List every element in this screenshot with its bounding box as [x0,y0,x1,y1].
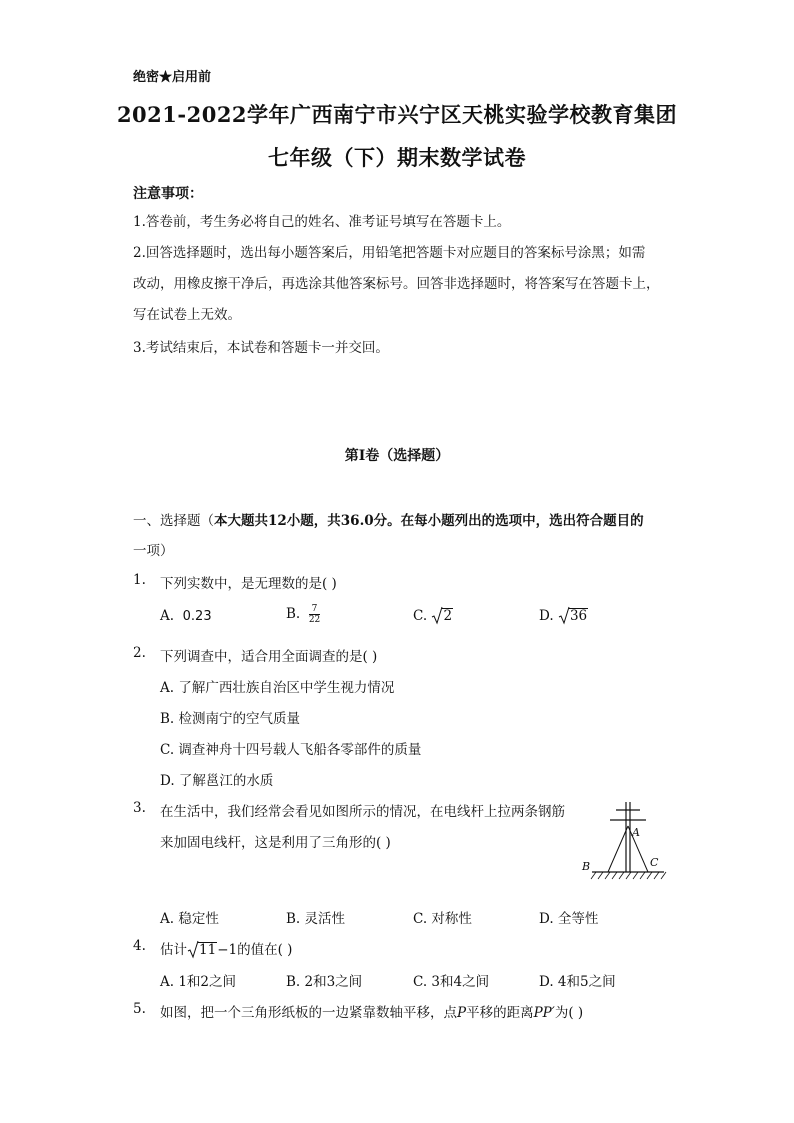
q2-option-d: D. 了解邕江的水质 [160,773,274,789]
q3-text-line1: 在生活中，我们经常会看见如图所示的情况，在电线杆上拉两条钢筋 [160,804,565,820]
q3-text-line2: 来加固电线杆，这是利用了三角形的( ) [160,835,391,851]
notice-item-2-line1: 2.回答选择题时，选出每小题答案后，用铅笔把答题卡对应题目的答案标号涂黑；如需 [133,245,646,261]
q4-option-c: C. 3和4之间 [413,974,490,990]
q2-option-b: B. 检测南宁的空气质量 [160,711,301,727]
section-bold: 本大题共12小题，共36.0分。在每小题列出的选项中，选出符合题目的 [214,513,644,529]
q2-text: 下列调查中，适合用全面调查的是( ) [160,649,378,665]
q2-option-c: C. 调查神舟十四号载人飞船各零部件的质量 [160,742,422,758]
notice-item-1: 1.答卷前，考生务必将自己的姓名、准考证号填写在答题卡上。 [133,214,511,230]
section-prefix: 一、选择题（ [133,513,214,529]
q4-text: 估计 11−1的值在( ) [160,942,293,958]
q4-option-d: D. 4和5之间 [539,974,616,990]
figure-label-b: B [582,860,591,873]
q3-option-b: B. 灵活性 [286,911,346,927]
q3-number: 3. [133,800,146,816]
q1-option-c: C. 2 [413,608,453,624]
secret-label: 绝密★启用前 [133,70,212,85]
q1-option-d: D. 36 [539,608,588,624]
figure-label-a: A [632,826,640,839]
q3-option-a: A. 稳定性 [160,911,219,927]
notice-item-3: 3.考试结束后，本试卷和答题卡一并交回。 [133,340,389,356]
q1-option-b: B. $\frac{7}{22}$ [286,604,321,625]
q4-option-a: A. 1和2之间 [160,974,237,990]
q5-text: 如图，把一个三角形纸板的一边紧靠数轴平移，点P平移的距离PP′为( ) [160,1005,584,1021]
fraction: $\frac{7}{22}$ [308,604,321,625]
section-heading [133,509,644,529]
q3-option-c: C. 对称性 [413,911,472,927]
exam-title-line2: 七年级（下）期末数学试卷 [268,145,526,170]
figure-label-c: C [650,856,659,869]
q2-number: 2. [133,645,146,661]
sqrt-symbol: 11 [187,942,217,958]
q1-option-a: A. 0.23 [160,608,212,624]
notice-item-2-line2: 改动，用橡皮擦干净后，再选涂其他答案标号。回答非选择题时，将答案写在答题卡上， [133,276,660,292]
q4-number: 4. [133,938,146,954]
notice-item-2-line3: 写在试卷上无效。 [133,307,241,323]
q4-option-b: B. 2和3之间 [286,974,363,990]
utility-pole-figure [578,800,670,882]
sqrt-symbol: 36 [558,608,588,624]
notice-heading: 注意事项： [133,186,203,202]
sqrt-symbol: 2 [431,608,453,624]
exam-title-line1: 2021-2022学年广西南宁市兴宁区天桃实验学校教育集团 [116,102,678,127]
q1-number: 1. [133,572,146,588]
q5-number: 5. [133,1001,146,1017]
part-title: 第I卷（选择题） [344,448,450,464]
q2-option-a: A. 了解广西壮族自治区中学生视力情况 [160,680,395,696]
q3-option-d: D. 全等性 [539,911,599,927]
section-heading-line2: 一项） [133,543,174,559]
q1-text: 下列实数中，是无理数的是( ) [160,576,337,592]
